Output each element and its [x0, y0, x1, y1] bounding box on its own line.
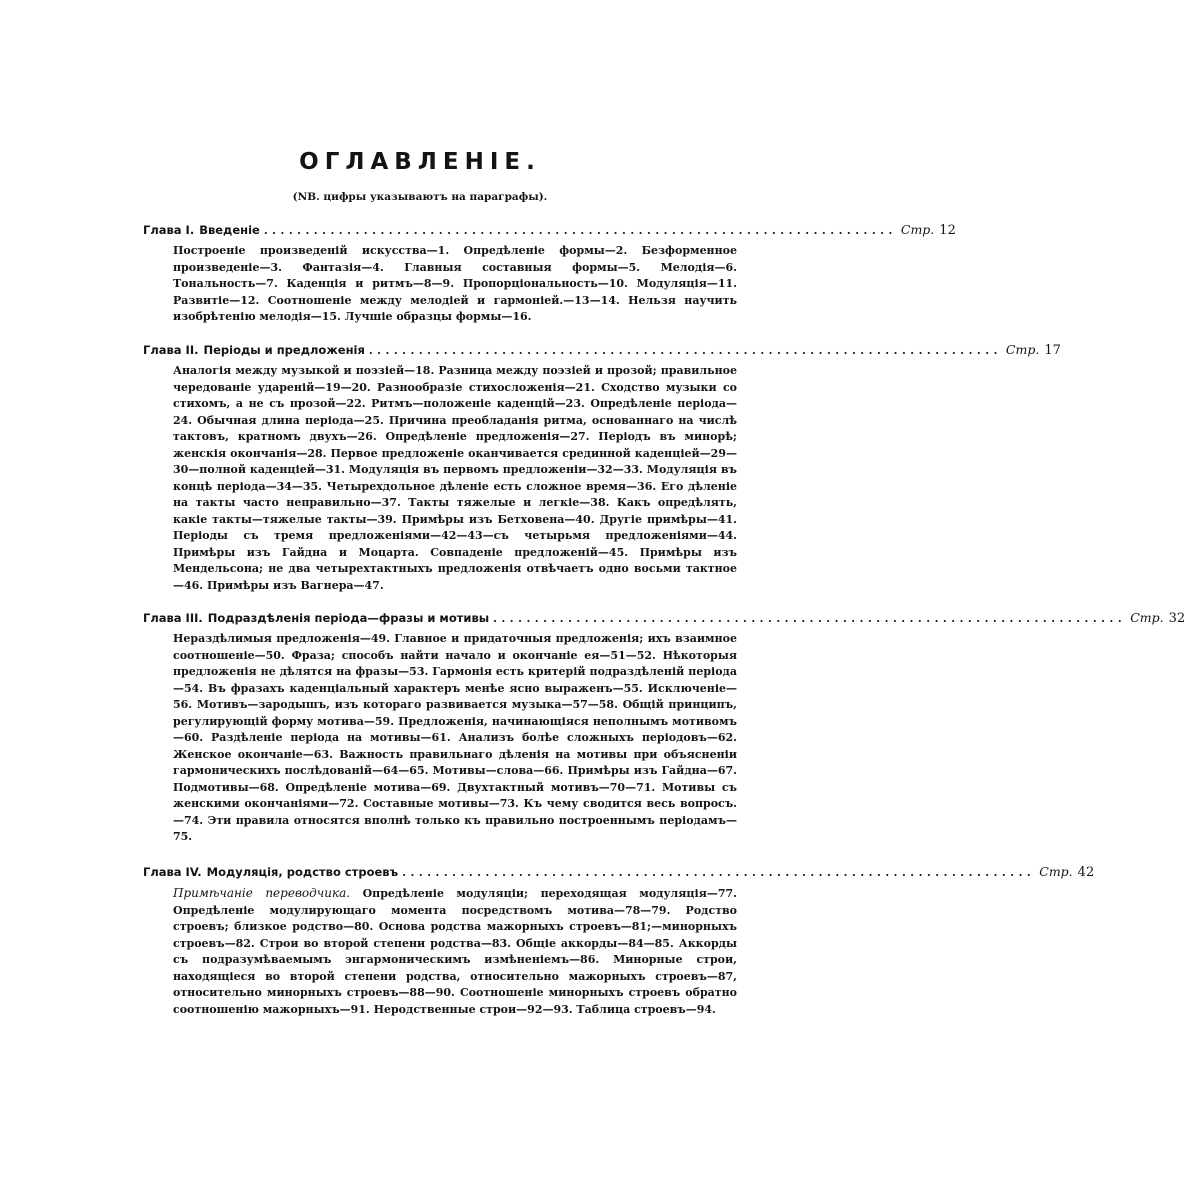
- chapter-2: [143, 342, 1061, 594]
- chapter-number: Глава IV.: [143, 865, 202, 879]
- chapter-heading: [143, 610, 1185, 626]
- chapter-heading: [143, 864, 1095, 880]
- page-number: 17: [1044, 343, 1061, 358]
- page-reference: [901, 222, 956, 239]
- chapter-3: [143, 610, 1185, 846]
- chapter-title: Введеніе: [199, 223, 260, 237]
- chapter-number: Глава I.: [143, 223, 195, 237]
- chapter-summary: Построеніе произведеній искусства—1. Опредѣленіе формы—2. Безформенное произведеніе—3. Фантазія—4. Главныя составныя формы—5. Мелодія—6. Тональность—7. Каденція и ритмъ—8—9. Пропорціональность—10. Модуляція—11. Развитіе—12. Соотношеніе между мелодіей и гармоніей.—13—14. Нельзя научить изобрѣтенію мелодія—15. Лучшіе образцы формы—16.: [173, 244, 737, 323]
- page-reference: [1130, 610, 1185, 627]
- dot-leader: ............................................................................: [368, 344, 1002, 357]
- chapter-title: Подраздѣленія періода—фразы и мотивы: [207, 611, 490, 625]
- chapter-summary-text: Опредѣленіе модуляціи; переходящая модуляція—77. Опредѣленіе модулирующаго момента посредствомъ мотива—78—79. Родство строевъ; близкое родство—80. Основа родства мажорныхъ строевъ—81;—минорныхъ строевъ—82. Строи во второй степени родства—83. Общіе аккорды—84—85. Аккорды съ подразумѣваемымъ энгармоническимъ измѣненіемъ—86. Минорные строи, находящіеся во второй степени родства, относительно мажорныхъ строевъ—87, относительно минорныхъ строевъ—88—90. Соотношеніе минорныхъ строевъ обратно соотношенію мажорныхъ—91. Неродственные строи—92—93. Таблица строевъ—94.: [173, 887, 737, 1016]
- chapter-heading: [143, 342, 1061, 358]
- page-number: 32: [1168, 611, 1185, 626]
- dot-leader: ............................................................................: [402, 866, 1036, 879]
- chapter-title: Періоды и предложенія: [203, 343, 365, 357]
- chapter-summary: Аналогія между музыкой и поэзіей—18. Разница между поэзіей и прозой; правильное чередованіе удареній—19—20. Разнообразіе стихосложенія—21. Сходство музыки со стихомъ, а не съ прозой—22. Ритмъ—положеніе каденцій—23. Опредѣленіе періода—24. Обычная длина періода—25. Причина преобладанія ритма, основаннаго на числѣ тактовъ, кратномъ двухъ—26. Опредѣленіе предложенія—27. Періодъ въ минорѣ; женскія окончанія—28. Первое предложеніе оканчивается срединной каденціей—29—30—полной каденціей—31. Модуляція въ первомъ предложеніи—32—33. Модуляція въ концѣ періода—34—35. Четырехдольное дѣленіе есть сложное время—36. Его дѣленіе на такты часто неправильно—37. Такты тяжелые и легкіе—38. Какъ опредѣлять, какіе такты—тяжелые такты—39. Примѣры изъ Бетховена—40. Другіе примѣры—41. Періоды съ тремя предложеніями—42—43—съ четырьмя предложеніями—44. Примѣры изъ Гайдна и Моцарта. Совпаденіе предложеній—45. Примѣры изъ Мендельсона; не два четырехтактныхъ предложенія отвѣчаетъ одно восьми тактное—46. Примѣры изъ Вагнера—47.: [173, 364, 737, 592]
- page-label: Стр.: [900, 222, 935, 237]
- chapter-4: [143, 864, 1095, 1018]
- dot-leader: ............................................................................: [493, 612, 1127, 625]
- page-label: Стр.: [1039, 864, 1073, 879]
- dot-leader: ............................................................................: [263, 224, 897, 237]
- page-label: Стр.: [1130, 610, 1164, 625]
- chapter-1: [143, 222, 956, 326]
- chapter-title: Модуляція, родство строевъ: [206, 865, 399, 879]
- page-title: ОГЛАВЛЕНІЕ.: [299, 149, 541, 175]
- note-line: (NB. цифры указываютъ на параграфы).: [292, 191, 548, 203]
- chapter-summary: Нераздѣлимыя предложенія—49. Главное и придаточныя предложенія; ихъ взаимное соотношеніе—50. Фраза; способъ найти начало и окончаніе ея—51—52. Нѣкоторыя предложенія не дѣлятся на фразы—53. Гармонія есть критерій подраздѣленій періода—54. Въ фразахъ каденціальный характеръ менѣе ясно выраженъ—55. Исключеніе—56. Мотивъ—зародышъ, изъ котораго развивается музыка—57—58. Общій принципъ, регулирующій форму мотива—59. Предложенія, начинающіяся неполнымъ мотивомъ—60. Раздѣленіе періода на мотивы—61. Анализъ болѣе сложныхъ періодовъ—62. Женское окончаніе—63. Важность правильнаго дѣленія на мотивы при объясненіи гармоническихъ послѣдованій—64—65. Мотивы—слова—66. Примѣры изъ Гайдна—67. Подмотивы—68. Опредѣленіе мотива—69. Двухтактный мотивъ—70—71. Мотивы съ женскими окончаніями—72. Составные мотивы—73. Къ чему сводится весь вопросъ.—74. Эти правила относятся вполнѣ только къ правильно построеннымъ періодамъ—75.: [173, 632, 737, 843]
- page-number: 12: [939, 223, 956, 238]
- chapter-heading: [143, 222, 956, 238]
- page-number: 42: [1077, 865, 1095, 880]
- chapter-summary: [173, 885, 737, 1018]
- chapter-number: Глава II.: [143, 343, 199, 357]
- page-reference: [1006, 342, 1061, 359]
- translator-note-label: Примѣчаніе переводчика.: [173, 886, 351, 900]
- chapter-number: Глава III.: [143, 611, 203, 625]
- page-reference: [1039, 864, 1094, 881]
- page-label: Стр.: [1005, 342, 1040, 357]
